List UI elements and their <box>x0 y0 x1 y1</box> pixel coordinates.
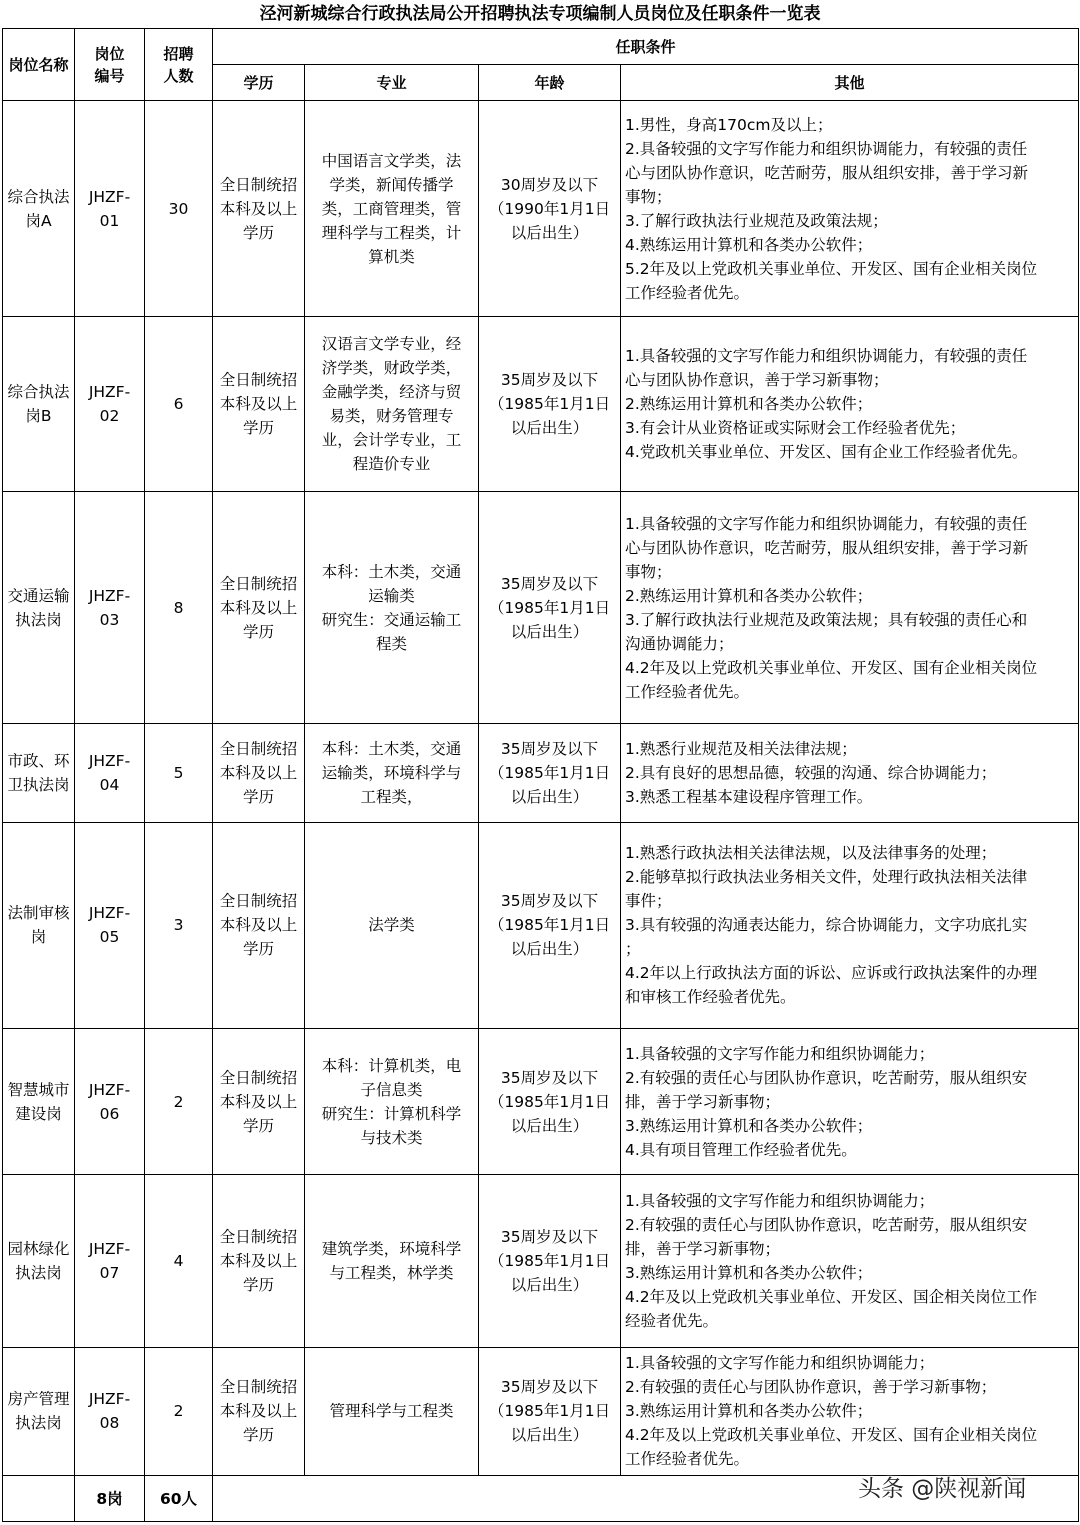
other-cell-line: 经验者优先。 <box>625 1311 719 1330</box>
age-cell <box>479 822 621 1028</box>
page-title: 泾河新城综合行政执法局公开招聘执法专项编制人员岗位及任职条件一览表 <box>259 4 821 24</box>
age-cell-line: （1990年1月1日 <box>488 199 611 218</box>
education-cell-line: 学历 <box>242 1426 274 1445</box>
header-line: 人数 <box>163 66 194 85</box>
major-cell-line: 与工程类，林学类 <box>329 1263 454 1282</box>
count-cell: 8 <box>145 491 213 724</box>
major-cell-line: 学类，新闻传播学 <box>329 175 454 194</box>
post-code-cell <box>75 1028 145 1174</box>
header-education: 学历 <box>213 65 305 101</box>
age-cell-line: （1985年1月1日 <box>488 1092 611 1111</box>
post-name-cell-line: 执法岗 <box>15 1263 62 1282</box>
major-cell <box>305 1028 479 1174</box>
education-cell-line: 本科及以上 <box>219 1251 298 1270</box>
post-name-cell-line: 卫执法岗 <box>7 775 70 794</box>
post-name-cell-line: 法制审核 <box>7 904 70 923</box>
count-cell: 6 <box>145 317 213 491</box>
age-cell-line: 35周岁及以下 <box>500 739 599 758</box>
age-cell-line: 以后出生） <box>510 1116 589 1135</box>
header-conditions: 任职条件 <box>213 29 1079 65</box>
age-cell-line: 35周岁及以下 <box>500 1068 599 1087</box>
post-name-cell-line: 智慧城市 <box>7 1080 70 1099</box>
education-cell-line: 学历 <box>242 1116 274 1135</box>
other-cell-line: 事物； <box>625 562 672 581</box>
post-code-cell-line: 03 <box>99 610 120 629</box>
total-blank <box>3 1476 75 1522</box>
other-cell-line: 和审核工作经验者优先。 <box>625 988 796 1007</box>
post-name-cell-line: 交通运输 <box>7 586 70 605</box>
other-cell-line: ； <box>625 940 641 959</box>
post-code-cell <box>75 822 145 1028</box>
age-cell-line: （1985年1月1日 <box>488 395 611 414</box>
major-cell <box>305 724 479 822</box>
education-cell-line: 全日制统招 <box>219 175 298 194</box>
major-cell-line: 建筑学类，环境科学 <box>321 1239 462 1258</box>
total-count: 60人 <box>145 1476 213 1522</box>
other-cell-line: 2.有较强的责任心与团队协作意识，吃苦耐劳，服从组织安 <box>625 1215 1028 1234</box>
post-name-cell-line: 岗B <box>25 407 52 426</box>
age-cell-line: 30周岁及以下 <box>500 175 599 194</box>
major-cell <box>305 317 479 491</box>
other-cell-line: 事物； <box>625 187 672 206</box>
other-cell-line: 2.具备较强的文字写作能力和组织协调能力，有较强的责任 <box>625 139 1028 158</box>
post-code-cell-line: 07 <box>99 1263 120 1282</box>
post-code-cell-line: JHZF- <box>88 383 131 402</box>
age-cell-line: （1985年1月1日 <box>488 1251 611 1270</box>
education-cell-line: 本科及以上 <box>219 395 298 414</box>
other-cell-line: 排，善于学习新事物； <box>625 1239 781 1258</box>
other-cell-line: 4.2年以上行政执法方面的诉讼、应诉或行政执法案件的办理 <box>625 964 1038 983</box>
education-cell-line: 本科及以上 <box>219 598 298 617</box>
other-cell-line: 3.熟练运用计算机和各类办公软件； <box>625 1402 873 1421</box>
education-cell <box>213 491 305 724</box>
education-cell-line: 学历 <box>242 1275 274 1294</box>
post-name-cell <box>3 1175 75 1347</box>
other-cell-line: 3.熟悉工程基本建设程序管理工作。 <box>625 787 873 806</box>
age-cell-line: 以后出生） <box>510 1426 589 1445</box>
post-code-cell-line: 05 <box>99 928 120 947</box>
education-cell-line: 本科及以上 <box>219 1092 298 1111</box>
post-name-cell-line: 执法岗 <box>15 1414 62 1433</box>
other-cell-line: 4.2年及以上党政机关事业单位、开发区、国企相关岗位工作 <box>625 1287 1038 1306</box>
post-name-cell-line: 岗 <box>30 928 47 947</box>
education-cell <box>213 1028 305 1174</box>
count-cell: 5 <box>145 724 213 822</box>
post-code-cell <box>75 317 145 491</box>
post-code-cell <box>75 1347 145 1475</box>
other-cell <box>621 1347 1079 1475</box>
post-name-cell <box>3 822 75 1028</box>
age-cell <box>479 724 621 822</box>
major-cell-line: 理科学与工程类，计 <box>321 223 462 242</box>
other-cell-line: 心与团队协作意识，善于学习新事物； <box>625 371 889 390</box>
other-cell-line: 心与团队协作意识，吃苦耐劳，服从组织安排，善于学习新 <box>625 538 1029 557</box>
post-name-cell <box>3 491 75 724</box>
age-cell-line: （1985年1月1日 <box>488 916 611 935</box>
age-cell <box>479 491 621 724</box>
education-cell-line: 全日制统招 <box>219 1227 298 1246</box>
age-cell <box>479 317 621 491</box>
post-code-cell-line: JHZF- <box>88 586 131 605</box>
other-cell-line: 3.有会计从业资格证或实际财会工作经验者优先； <box>625 419 966 438</box>
post-name-cell-line: 园林绿化 <box>7 1239 70 1258</box>
age-cell-line: （1985年1月1日 <box>488 1402 611 1421</box>
education-cell <box>213 724 305 822</box>
other-cell <box>621 101 1079 317</box>
education-cell <box>213 1347 305 1475</box>
table-row <box>3 101 1079 317</box>
major-cell-line: 运输类，环境科学与 <box>321 763 462 782</box>
post-name-cell-line: 综合执法 <box>7 187 70 206</box>
other-cell-line: 2.能够草拟行政执法业务相关文件，处理行政执法相关法律 <box>625 868 1028 887</box>
major-cell <box>305 822 479 1028</box>
post-name-cell <box>3 1347 75 1475</box>
other-cell-line: 事件； <box>625 892 672 911</box>
other-cell-line: 4.具有项目管理工作经验者优先。 <box>625 1140 857 1159</box>
post-name-cell <box>3 101 75 317</box>
other-cell-line: 1.熟悉行业规范及相关法律法规； <box>625 739 857 758</box>
age-cell-line: 35周岁及以下 <box>500 371 599 390</box>
major-cell-line: 金融学类，经济与贸 <box>321 383 462 402</box>
count-cell: 4 <box>145 1175 213 1347</box>
table-row <box>3 822 1079 1028</box>
major-cell-line: 业，会计学专业，工 <box>321 431 462 450</box>
post-code-cell-line: 02 <box>99 407 120 426</box>
age-cell <box>479 1175 621 1347</box>
post-name-cell-line: 建设岗 <box>15 1104 62 1123</box>
post-name-cell <box>3 724 75 822</box>
post-code-cell-line: 01 <box>99 211 120 230</box>
education-cell <box>213 822 305 1028</box>
other-cell-line: 1.具备较强的文字写作能力和组织协调能力，有较强的责任 <box>625 514 1028 533</box>
major-cell-line: 中国语言文学类，法 <box>321 151 462 170</box>
education-cell-line: 本科及以上 <box>219 763 298 782</box>
post-name-cell <box>3 1028 75 1174</box>
other-cell-line: 4.2年及以上党政机关事业单位、开发区、国有企业相关岗位 <box>625 658 1038 677</box>
post-code-cell-line: JHZF- <box>88 1239 131 1258</box>
education-cell-line: 本科及以上 <box>219 199 298 218</box>
age-cell-line: 以后出生） <box>510 787 589 806</box>
other-cell-line: 4.熟练运用计算机和各类办公软件； <box>625 235 873 254</box>
major-cell-line: 本科：计算机类，电 <box>321 1056 462 1075</box>
table-row <box>3 724 1079 822</box>
count-cell: 2 <box>145 1028 213 1174</box>
post-code-cell-line: JHZF- <box>88 1390 131 1409</box>
major-cell-line: 子信息类 <box>360 1080 423 1099</box>
age-cell <box>479 1028 621 1174</box>
education-cell-line: 学历 <box>242 940 274 959</box>
other-cell-line: 3.具有较强的沟通表达能力，综合协调能力，文字功底扎实 <box>625 916 1028 935</box>
header-post-name <box>3 29 75 101</box>
age-cell-line: 35周岁及以下 <box>500 892 599 911</box>
education-cell-line: 全日制统招 <box>219 739 298 758</box>
age-cell-line: 35周岁及以下 <box>500 1378 599 1397</box>
post-code-cell <box>75 491 145 724</box>
other-cell-line: 2.熟练运用计算机和各类办公软件； <box>625 395 873 414</box>
header-line: 编号 <box>94 66 125 85</box>
education-cell <box>213 101 305 317</box>
major-cell <box>305 1175 479 1347</box>
age-cell-line: 以后出生） <box>510 622 589 641</box>
header-other: 其他 <box>621 65 1079 101</box>
education-cell-line: 学历 <box>242 622 274 641</box>
other-cell-line: 2.熟练运用计算机和各类办公软件； <box>625 586 873 605</box>
post-name-cell-line: 综合执法 <box>7 383 70 402</box>
table-row <box>3 491 1079 724</box>
other-cell-line: 2.有较强的责任心与团队协作意识，吃苦耐劳，服从组织安 <box>625 1068 1028 1087</box>
major-cell-line: 程类 <box>375 634 407 653</box>
post-code-cell-line: 04 <box>99 775 120 794</box>
major-cell-line: 本科：土木类，交通 <box>321 739 462 758</box>
other-cell-line: 排，善于学习新事物； <box>625 1092 781 1111</box>
education-cell-line: 全日制统招 <box>219 1068 298 1087</box>
other-cell-line: 1.具备较强的文字写作能力和组织协调能力； <box>625 1044 935 1063</box>
age-cell-line: 35周岁及以下 <box>500 1227 599 1246</box>
post-name-cell <box>3 317 75 491</box>
major-cell-line: 法学类 <box>368 916 415 935</box>
other-cell-line: 3.了解行政执法行业规范及政策法规；具有较强的责任心和 <box>625 610 1028 629</box>
other-cell <box>621 491 1079 724</box>
header-age: 年龄 <box>479 65 621 101</box>
post-code-cell-line: 08 <box>99 1414 120 1433</box>
major-cell-line: 易类，财务管理专 <box>329 407 454 426</box>
other-cell-line: 心与团队协作意识，吃苦耐劳，服从组织安排，善于学习新 <box>625 163 1029 182</box>
major-cell-line: 运输类 <box>368 586 415 605</box>
education-cell-line: 全日制统招 <box>219 371 298 390</box>
major-cell-line: 济学类，财政学类， <box>321 359 462 378</box>
other-cell-line: 2.具有良好的思想品德，较强的沟通、综合协调能力； <box>625 763 997 782</box>
age-cell <box>479 1347 621 1475</box>
major-cell-line: 与技术类 <box>360 1128 423 1147</box>
age-cell-line: 35周岁及以下 <box>500 574 599 593</box>
other-cell-line: 工作经验者优先。 <box>625 283 750 302</box>
other-cell-line: 3.熟练运用计算机和各类办公软件； <box>625 1263 873 1282</box>
other-cell-line: 1.具备较强的文字写作能力和组织协调能力，有较强的责任 <box>625 347 1028 366</box>
major-cell-line: 本科：土木类，交通 <box>321 562 462 581</box>
table-row <box>3 1028 1079 1174</box>
recruitment-table <box>2 28 1079 1522</box>
age-cell <box>479 101 621 317</box>
major-cell-line: 研究生：计算机科学 <box>321 1104 462 1123</box>
education-cell-line: 全日制统招 <box>219 574 298 593</box>
count-cell: 3 <box>145 822 213 1028</box>
other-cell-line: 2.有较强的责任心与团队协作意识，善于学习新事物； <box>625 1378 997 1397</box>
education-cell-line: 学历 <box>242 787 274 806</box>
post-code-cell-line: JHZF- <box>88 904 131 923</box>
other-cell-line: 3.熟练运用计算机和各类办公软件； <box>625 1116 873 1135</box>
education-cell-line: 全日制统招 <box>219 892 298 911</box>
education-cell-line: 学历 <box>242 419 274 438</box>
table-row <box>3 1175 1079 1347</box>
age-cell-line: （1985年1月1日 <box>488 763 611 782</box>
header-line: 岗位 <box>94 44 125 63</box>
education-cell-line: 本科及以上 <box>219 916 298 935</box>
other-cell <box>621 1175 1079 1347</box>
major-cell <box>305 101 479 317</box>
post-name-cell-line: 执法岗 <box>15 610 62 629</box>
other-cell-line: 3.了解行政执法行业规范及政策法规； <box>625 211 888 230</box>
table-row <box>3 317 1079 491</box>
education-cell <box>213 317 305 491</box>
other-cell <box>621 724 1079 822</box>
major-cell-line: 研究生：交通运输工 <box>321 610 462 629</box>
header-post-code <box>75 29 145 101</box>
post-name-cell-line: 房产管理 <box>7 1390 70 1409</box>
age-cell-line: 以后出生） <box>510 1275 589 1294</box>
count-cell: 30 <box>145 101 213 317</box>
other-cell-line: 工作经验者优先。 <box>625 1450 750 1469</box>
header-count <box>145 29 213 101</box>
header-line: 招聘 <box>163 44 194 63</box>
watermark-text: 头条 @陕视新闻 <box>858 1476 1027 1502</box>
major-cell-line: 程造价专业 <box>352 455 431 474</box>
post-code-cell-line: JHZF- <box>88 1080 131 1099</box>
post-code-cell-line: 06 <box>99 1104 120 1123</box>
other-cell-line: 1.熟悉行政执法相关法律法规，以及法律事务的处理； <box>625 844 997 863</box>
age-cell-line: 以后出生） <box>510 223 589 242</box>
major-cell <box>305 1347 479 1475</box>
major-cell-line: 算机类 <box>368 247 415 266</box>
other-cell-line: 4.党政机关事业单位、开发区、国有企业工作经验者优先。 <box>625 443 1028 462</box>
major-cell <box>305 491 479 724</box>
other-cell-line: 4.2年及以上党政机关事业单位、开发区、国有企业相关岗位 <box>625 1426 1038 1445</box>
other-cell <box>621 822 1079 1028</box>
other-cell-line: 工作经验者优先。 <box>625 682 750 701</box>
count-cell: 2 <box>145 1347 213 1475</box>
other-cell <box>621 1028 1079 1174</box>
age-cell-line: （1985年1月1日 <box>488 598 611 617</box>
major-cell-line: 类，工商管理类，管 <box>321 199 462 218</box>
post-name-cell-line: 岗A <box>25 211 52 230</box>
age-cell-line: 以后出生） <box>510 940 589 959</box>
table-row <box>3 1347 1079 1475</box>
other-cell-line: 1.男性，身高170cm及以上； <box>625 115 833 134</box>
major-cell-line: 管理科学与工程类 <box>329 1402 454 1421</box>
education-cell <box>213 1175 305 1347</box>
post-name-cell-line: 市政、环 <box>7 751 70 770</box>
education-cell-line: 全日制统招 <box>219 1378 298 1397</box>
major-cell-line: 工程类， <box>360 787 423 806</box>
education-cell-line: 学历 <box>242 223 274 242</box>
other-cell-line: 5.2年及以上党政机关事业单位、开发区、国有企业相关岗位 <box>625 259 1038 278</box>
header-major: 专业 <box>305 65 479 101</box>
post-code-cell <box>75 101 145 317</box>
total-posts: 8岗 <box>75 1476 145 1522</box>
header-line: 岗位名称 <box>8 55 69 74</box>
age-cell-line: 以后出生） <box>510 419 589 438</box>
major-cell-line: 汉语言文学专业，经 <box>321 335 462 354</box>
other-cell-line: 1.具备较强的文字写作能力和组织协调能力； <box>625 1191 935 1210</box>
other-cell-line: 沟通协调能力； <box>625 634 734 653</box>
education-cell-line: 本科及以上 <box>219 1402 298 1421</box>
post-code-cell <box>75 1175 145 1347</box>
post-code-cell-line: JHZF- <box>88 187 131 206</box>
post-code-cell <box>75 724 145 822</box>
other-cell-line: 1.具备较强的文字写作能力和组织协调能力； <box>625 1354 935 1373</box>
other-cell <box>621 317 1079 491</box>
post-code-cell-line: JHZF- <box>88 751 131 770</box>
